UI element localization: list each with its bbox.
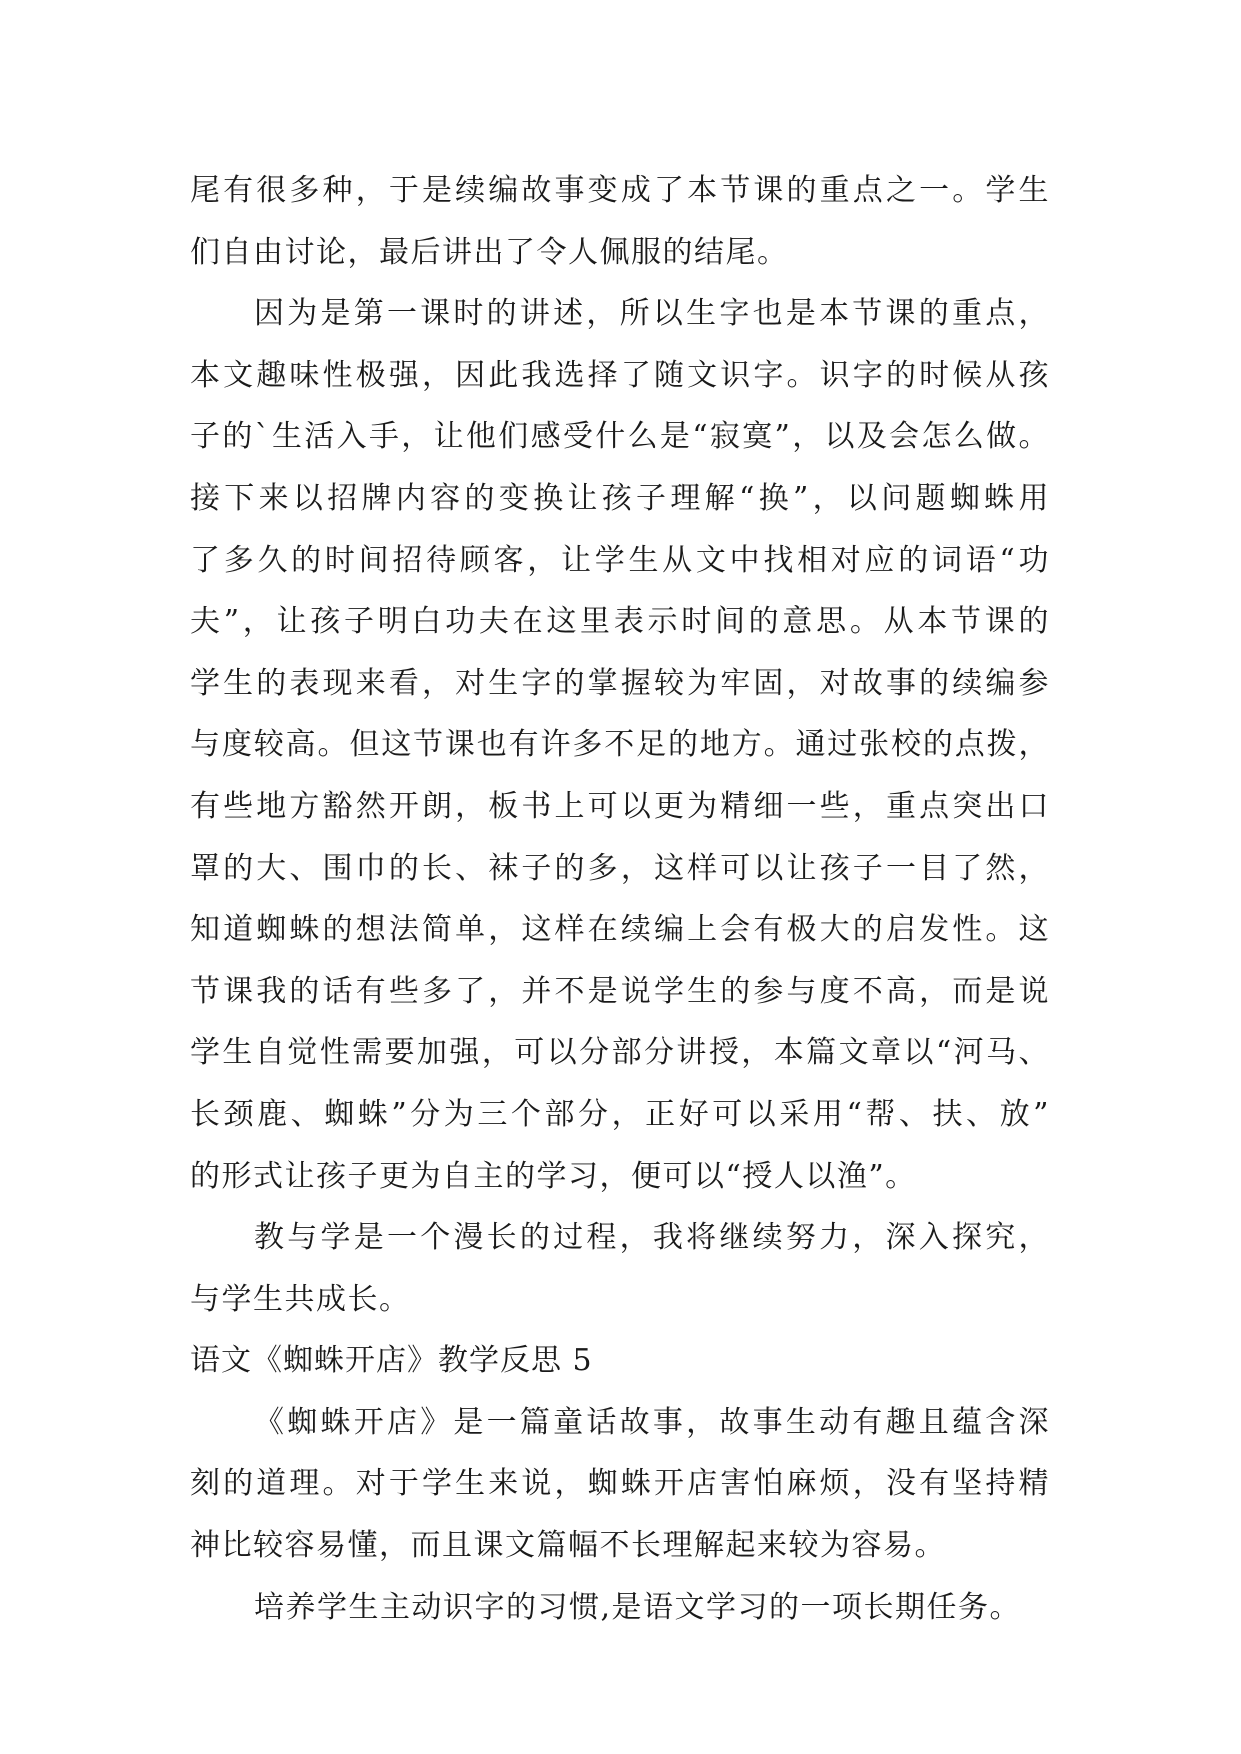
text-line: 刻的道理。对于学生来说，蜘蛛开店害怕麻烦，没有坚持精 <box>190 1466 1050 1502</box>
paragraph <box>190 283 1050 1207</box>
text-line: 了多久的时间招待顾客，让学生从文中找相对应的词语“功 <box>190 542 1050 578</box>
text-line: 与度较高。但这节课也有许多不足的地方。通过张校的点拨， <box>190 727 1050 763</box>
text-line: 有些地方豁然开朗，板书上可以更为精细一些，重点突出口 <box>190 788 1050 824</box>
text-line: 罩的大、围巾的长、袜子的多，这样可以让孩子一目了然， <box>190 850 1050 886</box>
text-line: 与学生共成长。 <box>190 1281 411 1317</box>
text-line: 接下来以招牌内容的变换让孩子理解“换”，以问题蜘蛛用 <box>190 480 1050 516</box>
text-line: 培养学生主动识字的习惯,是语文学习的一项长期任务。 <box>254 1589 1022 1625</box>
text-line: 尾有很多种，于是续编故事变成了本节课的重点之一。学生 <box>190 173 1050 208</box>
text-line: 《蜘蛛开店》是一篇童话故事，故事生动有趣且蕴含深 <box>254 1404 1050 1440</box>
text-line: 神比较容易懂，而且课文篇幅不长理解起来较为容易。 <box>190 1528 946 1564</box>
text-line: 们自由讨论，最后讲出了令人佩服的结尾。 <box>190 234 789 270</box>
paragraph <box>190 1577 1050 1639</box>
text-line: 学生自觉性需要加强，可以分部分讲授，本篇文章以“河马、 <box>190 1035 1050 1071</box>
text-line: 本文趣味性极强，因此我选择了随文识字。识字的时候从孩 <box>190 357 1050 393</box>
text-line: 长颈鹿、蜘蛛”分为三个部分，正好可以采用“帮、扶、放” <box>190 1096 1050 1132</box>
text-line: 教与学是一个漫长的过程，我将继续努力，深入探究， <box>254 1220 1050 1256</box>
paragraph <box>190 1207 1050 1330</box>
text-line: 夫”，让孩子明白功夫在这里表示时间的意思。从本节课的 <box>190 604 1050 640</box>
paragraph <box>190 1392 1050 1577</box>
text-line: 知道蜘蛛的想法简单，这样在续编上会有极大的启发性。这 <box>190 912 1050 948</box>
text-line: 子的`生活入手，让他们感受什么是“寂寞”，以及会怎么做。 <box>190 419 1050 455</box>
text-line: 因为是第一课时的讲述，所以生字也是本节课的重点， <box>254 296 1050 332</box>
document-body <box>190 160 1050 1638</box>
text-line: 的形式让孩子更为自主的学习，便可以“授人以渔”。 <box>190 1158 917 1194</box>
text-line: 学生的表现来看，对生字的掌握较为牢固，对故事的续编参 <box>190 665 1050 701</box>
paragraph <box>190 160 1050 283</box>
text-line: 节课我的话有些多了，并不是说学生的参与度不高，而是说 <box>190 973 1050 1009</box>
section-heading: 语文《蜘蛛开店》教学反思 5 <box>190 1343 593 1379</box>
